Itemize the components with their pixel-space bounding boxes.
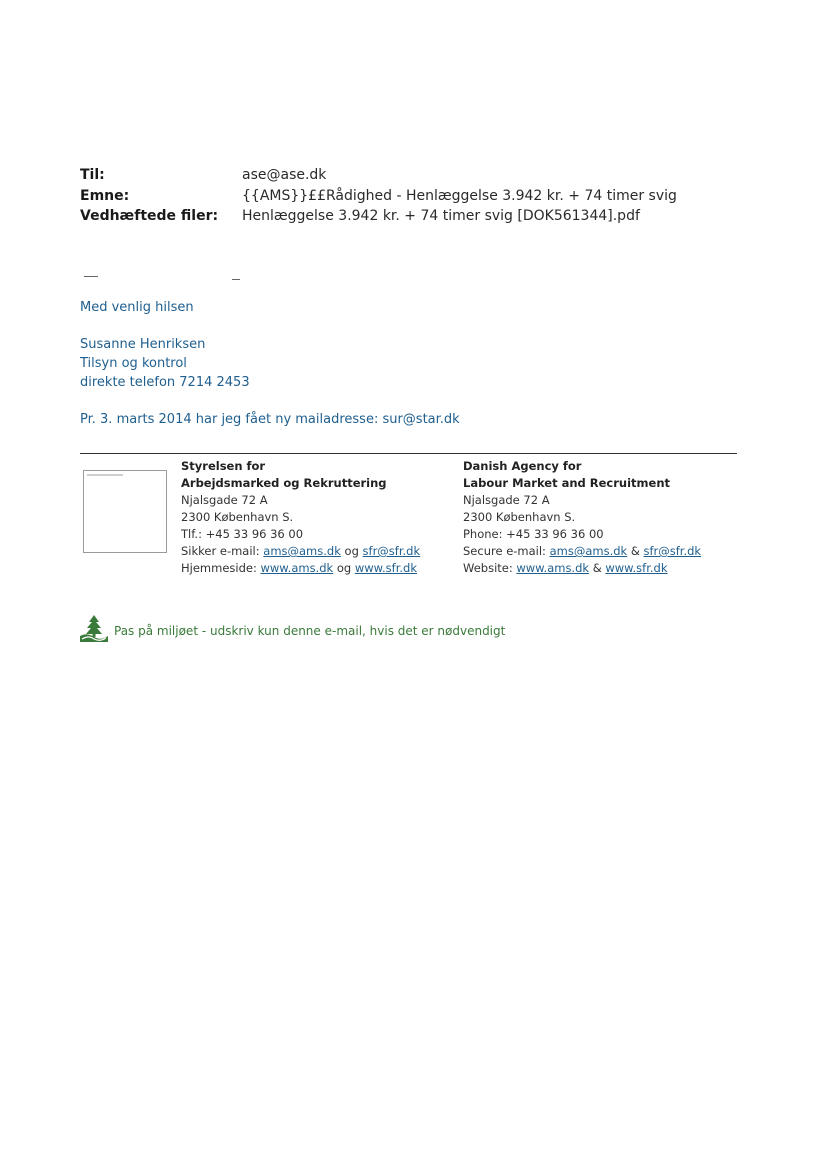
agency-block-en [463,458,701,577]
web-link-ams[interactable]: www.ams.dk [516,561,590,575]
agency-en-phone: Phone: +45 33 96 36 00 [463,527,604,541]
email-link-ams[interactable]: ams@ams.dk [263,544,341,558]
agency-en-line1: Danish Agency for [463,459,582,473]
agency-en-web-row [463,560,701,577]
attachment-label: Vedhæftede filer: [80,208,219,224]
agency-en-city: 2300 København S. [463,510,576,524]
email-prefix: Secure e-mail: [463,544,550,558]
agency-en-street: Njalsgade 72 A [463,493,550,507]
agency-block-dk [181,458,420,577]
email-link-sfr[interactable]: sfr@sfr.dk [643,544,702,558]
email-link-sfr[interactable]: sfr@sfr.dk [362,544,421,558]
email-change-notice: Pr. 3. marts 2014 har jeg fået ny mailadresse: sur@star.dk [80,412,460,427]
agency-dk-web-row [181,560,420,577]
scan-mark [232,279,240,280]
web-separator: og [333,561,355,575]
agency-dk-city: 2300 København S. [181,510,294,524]
web-link-sfr[interactable]: www.sfr.dk [605,561,668,575]
agency-logo-placeholder [83,470,167,553]
email-separator: og [340,544,363,558]
greeting: Med venlig hilsen [80,300,194,315]
email-link-ams[interactable]: ams@ams.dk [549,544,628,558]
agency-dk-street: Njalsgade 72 A [181,493,268,507]
subject-value: {{AMS}}££Rådighed - Henlæggelse 3.942 kr. + 74 timer svig [242,188,677,204]
web-link-sfr[interactable]: www.sfr.dk [354,561,417,575]
email-prefix: Sikker e-mail: [181,544,264,558]
web-link-ams[interactable]: www.ams.dk [260,561,334,575]
attachment-value: Henlæggelse 3.942 kr. + 74 timer svig [DOK561344].pdf [242,208,640,224]
tree-icon [80,614,108,642]
to-label: Til: [80,167,105,183]
agency-dk-phone: Tlf.: +45 33 96 36 00 [181,527,304,541]
signature-phone: direkte telefon 7214 2453 [80,375,250,390]
email-separator: & [627,544,644,558]
agency-en-line2: Labour Market and Recruitment [463,476,671,490]
signature-name: Susanne Henriksen [80,337,206,352]
agency-dk-email-row [181,543,420,560]
web-prefix: Hjemmeside: [181,561,261,575]
scan-mark [84,276,98,277]
agency-en-email-row [463,543,701,560]
logo-caption-mark [87,474,123,476]
to-value: ase@ase.dk [242,167,327,183]
subject-label: Emne: [80,188,130,204]
web-separator: & [589,561,606,575]
signature-department: Tilsyn og kontrol [80,356,187,371]
divider [80,453,737,454]
web-prefix: Website: [463,561,517,575]
agency-dk-line1: Styrelsen for [181,459,266,473]
agency-dk-line2: Arbejdsmarked og Rekruttering [181,476,387,490]
environment-note: Pas på miljøet - udskriv kun denne e-mail, hvis det er nødvendigt [114,624,506,638]
